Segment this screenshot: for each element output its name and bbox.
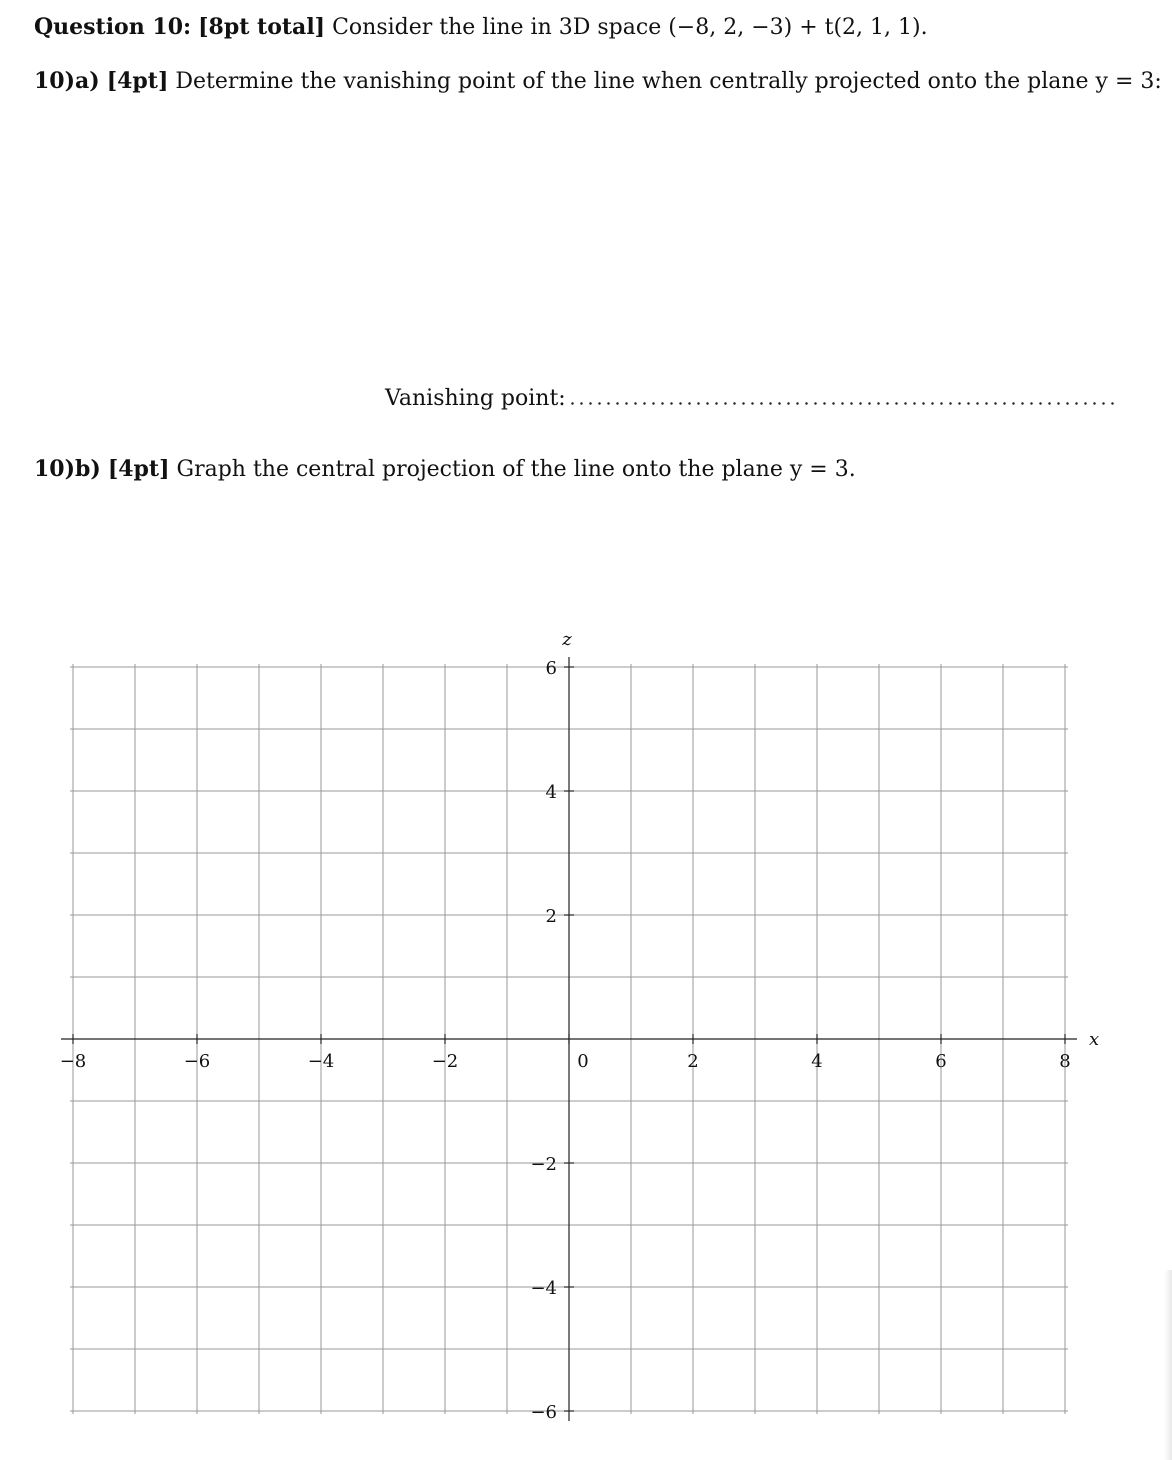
x-axis-label: x: [1089, 1029, 1100, 1050]
part-a-points: [4pt]: [106, 68, 169, 94]
question-points: [8pt total]: [198, 14, 326, 40]
x-tick-label: 4: [811, 1051, 823, 1072]
z-tick-label: 4: [545, 782, 557, 803]
z-tick-label: −4: [530, 1278, 557, 1299]
z-tick-label: 6: [545, 658, 557, 679]
page-edge-shadow: [1164, 1270, 1172, 1460]
z-tick-label: −2: [530, 1154, 557, 1175]
z-tick-label: 2: [545, 906, 557, 927]
vanishing-point-label: Vanishing point:: [385, 386, 566, 411]
part-b-text: Graph the central projection of the line onto the plane y = 3.: [176, 457, 856, 482]
x-tick-label: 2: [687, 1051, 699, 1072]
x-tick-label: 8: [1059, 1051, 1071, 1072]
x-tick-label: −8: [59, 1051, 87, 1072]
part-b-points: [4pt]: [107, 456, 170, 482]
x-tick-label: −2: [431, 1051, 459, 1072]
z-tick-label: −6: [530, 1402, 557, 1423]
x-tick-label: −4: [307, 1051, 335, 1072]
x-tick-label: 6: [935, 1051, 947, 1072]
part-a-label: 10)a): [34, 68, 100, 94]
question-text: Consider the line in 3D space (−8, 2, −3) + t(2, 1, 1).: [332, 15, 928, 40]
x-tick-label: −6: [183, 1051, 211, 1072]
x-tick-label: 0: [577, 1051, 589, 1072]
part-a-text: Determine the vanishing point of the line when centrally projected onto the plane y = 3:: [175, 69, 1162, 94]
z-axis-label: z: [562, 629, 572, 650]
question-label: Question 10:: [34, 14, 192, 40]
tick-labels: [60, 658, 1071, 1423]
part-b-label: 10)b): [34, 456, 101, 482]
